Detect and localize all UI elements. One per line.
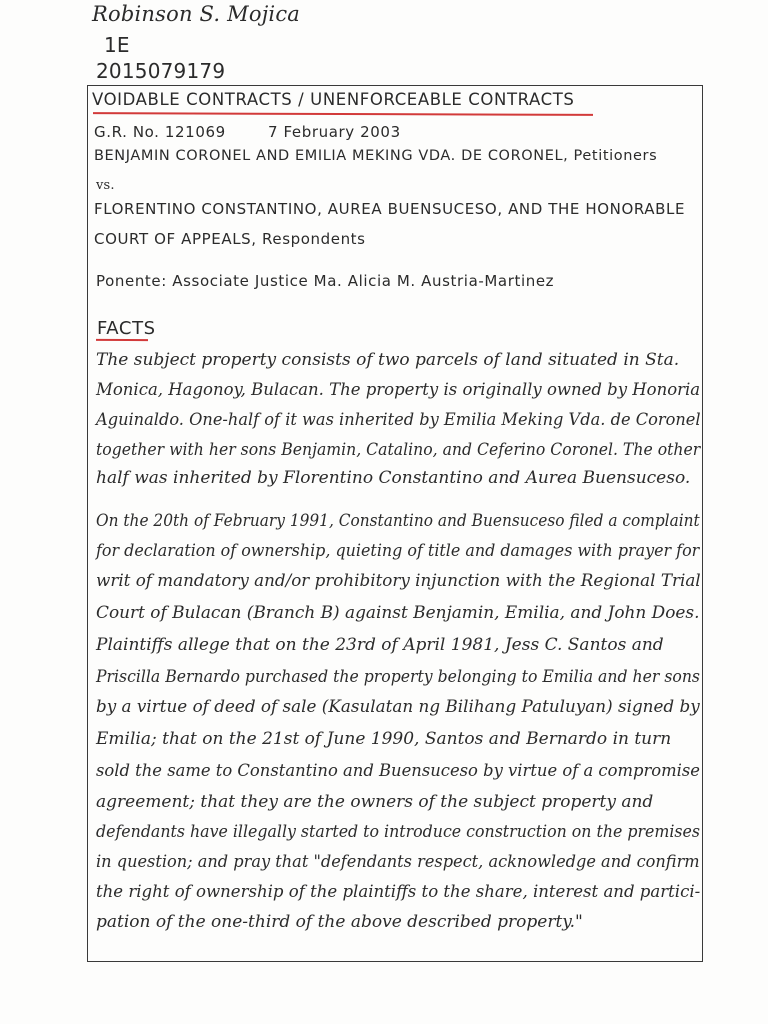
student-number: 2015079179 bbox=[96, 59, 226, 83]
paragraph-2-line: in question; and pray that "defendants respect, acknowledge and confirm bbox=[96, 852, 700, 872]
paragraph-2-line: Court of Bulacan (Branch B) against Benjamin, Emilia, and John Does. bbox=[96, 603, 700, 623]
paragraph-1-line: Aguinaldo. One-half of it was inherited by Emilia Meking Vda. de Coronel bbox=[96, 410, 701, 430]
facts-underline bbox=[96, 339, 148, 341]
paragraph-2-line: by a virtue of deed of sale (Kasulatan ng Bilihang Patuluyan) signed by bbox=[96, 697, 700, 717]
paragraph-2-line: Plaintiffs allege that on the 23rd of April 1981, Jess C. Santos and bbox=[96, 635, 664, 655]
paragraph-1-line: together with her sons Benjamin, Catalino, and Ceferino Coronel. The other bbox=[96, 440, 701, 460]
paragraph-2-line: the right of ownership of the plaintiffs to the share, interest and partici- bbox=[96, 882, 701, 902]
paragraph-1-line: half was inherited by Florentino Constantino and Aurea Buensuceso. bbox=[96, 468, 691, 488]
section-label: 1E bbox=[104, 33, 130, 57]
paragraph-2-line: defendants have illegally started to introduce construction on the premises bbox=[96, 822, 700, 842]
ponente: Ponente: Associate Justice Ma. Alicia M. Austria-Martinez bbox=[96, 272, 555, 290]
paragraph-2-line: Emilia; that on the 21st of June 1990, Santos and Bernardo in turn bbox=[96, 729, 672, 749]
respondents-line-2: COURT OF APPEALS, Respondents bbox=[94, 230, 366, 248]
paragraph-1-line: The subject property consists of two parcels of land situated in Sta. bbox=[96, 350, 680, 370]
paragraph-2-line: agreement; that they are the owners of the subject property and bbox=[96, 792, 654, 812]
facts-heading: FACTS bbox=[97, 318, 156, 339]
paragraph-1-line: Monica, Hagonoy, Bulacan. The property is originally owned by Honoria bbox=[96, 380, 701, 400]
document-title: VOIDABLE CONTRACTS / UNENFORCEABLE CONTRACTS bbox=[92, 90, 575, 109]
decision-date: 7 February 2003 bbox=[268, 123, 401, 141]
paragraph-2-line: for declaration of ownership, quieting of title and damages with prayer for bbox=[96, 541, 700, 561]
respondents-line-1: FLORENTINO CONSTANTINO, AUREA BUENSUCESO, AND THE HONORABLE bbox=[94, 200, 686, 218]
author-name: Robinson S. Mojica bbox=[92, 2, 301, 26]
paragraph-2-line: sold the same to Constantino and Buensuceso by virtue of a compromise bbox=[96, 761, 700, 781]
paragraph-2-line: writ of mandatory and/or prohibitory injunction with the Regional Trial bbox=[96, 571, 701, 591]
paragraph-2-line: pation of the one-third of the above described property." bbox=[96, 912, 583, 932]
paragraph-2-line: Priscilla Bernardo purchased the property belonging to Emilia and her sons bbox=[96, 667, 700, 687]
petitioners: BENJAMIN CORONEL AND EMILIA MEKING VDA. DE CORONEL, Petitioners bbox=[94, 148, 658, 164]
paragraph-2-line: On the 20th of February 1991, Constantino and Buensuceso filed a complaint bbox=[96, 511, 700, 531]
gr-number: G.R. No. 121069 bbox=[94, 123, 226, 141]
versus-label: vs. bbox=[96, 178, 115, 193]
